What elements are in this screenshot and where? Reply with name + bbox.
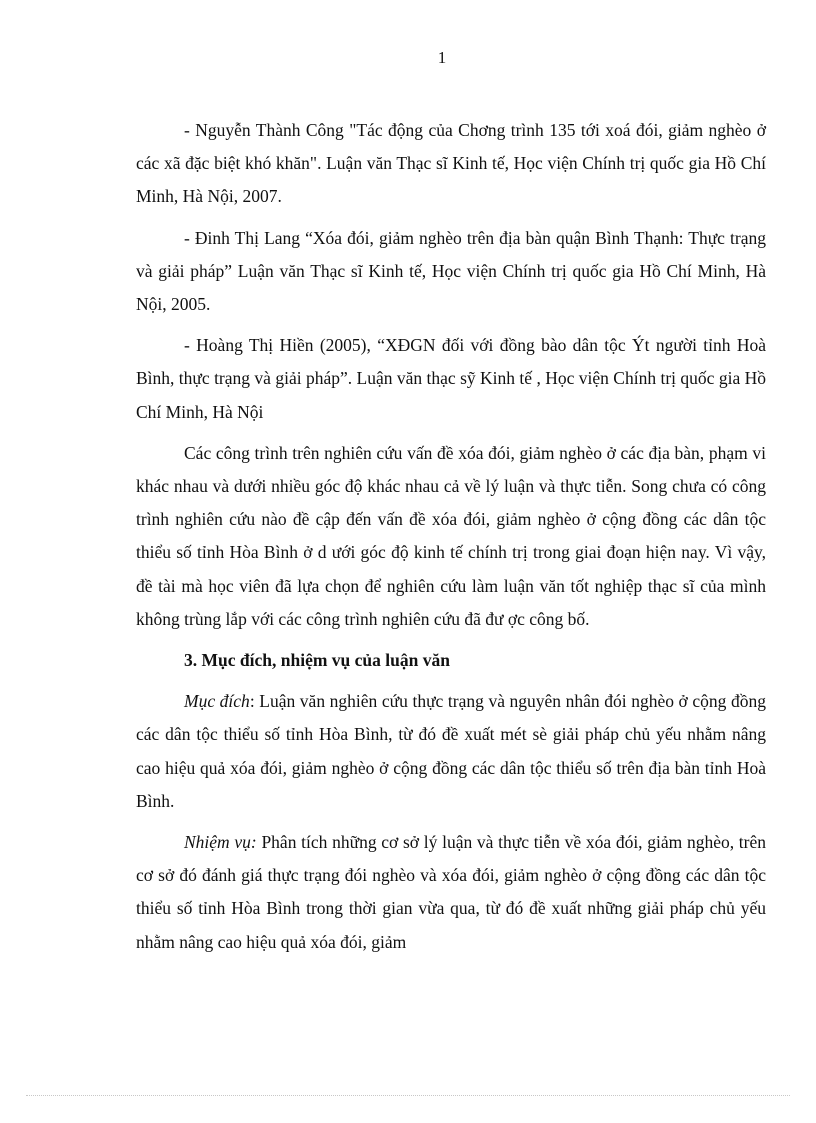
- reference-item: - Nguyễn Thành Công "Tác động của Chơng trình 135 tới xoá đói, giảm nghèo ở các xã đặc biệt khó khăn". Luận văn Thạc sĩ Kinh tế, Học viện Chính trị quốc gia Hồ Chí Minh, Hà Nội, 2007.: [136, 120, 766, 207]
- section-heading: 3. Mục đích, nhiệm vụ của luận văn: [184, 650, 450, 671]
- reference-item: - Hoàng Thị Hiền (2005), “XĐGN đối với đồng bào dân tộc Ýt người tỉnh Hoà Bình, thực trạng và giải pháp”. Luận văn thạc sỹ Kinh tế , Học viện Chính trị quốc gia Hồ Chí Minh, Hà Nội: [136, 335, 766, 422]
- page-number: 1: [437, 48, 447, 67]
- page-bottom-border: [26, 1095, 790, 1096]
- document-body: [136, 114, 766, 967]
- reference-item: - Đinh Thị Lang “Xóa đói, giảm nghèo trên địa bàn quận Bình Thạnh: Thực trạng và giải pháp” Luận văn Thạc sĩ Kinh tế, Học viện Chính trị quốc gia Hồ Chí Minh, Hà Nội, 2005.: [136, 227, 766, 315]
- task-label: Nhiệm vụ:: [184, 832, 257, 853]
- purpose-text: : Luận văn nghiên cứu thực trạng và nguyên nhân đói nghèo ở cộng đồng các dân tộc thiểu số tỉnh Hòa Bình, từ đó đề xuất mét sè giải pháp chủ yếu nhằm nâng cao hiệu quả xóa đói, giảm nghèo ở cộng đồng các dân tộc thiểu số trên địa bàn tỉnh Hoà Bình.: [136, 691, 766, 811]
- purpose-paragraph: [136, 685, 766, 818]
- task-text: Phân tích những cơ sở lý luận và thực tiễn về xóa đói, giảm nghèo, trên cơ sở đó đánh giá thực trạng đói nghèo và xóa đói, giảm nghèo ở cộng đồng các dân tộc thiểu số tỉnh Hòa Bình trong thời gian vừa qua, từ đó đề xuất những giải pháp chủ yếu nhằm nâng cao hiệu quả xóa đói, giảm: [136, 832, 766, 952]
- summary-paragraph: Các công trình trên nghiên cứu vấn đề xóa đói, giảm nghèo ở các địa bàn, phạm vi khác nhau và dưới nhiều góc độ khác nhau cả về lý luận và thực tiễn. Song chưa có công trình nghiên cứu nào đề cập đến vấn đề xóa đói, giảm nghèo ở cộng đồng các dân tộc thiểu số tỉnh Hòa Bình ở d ưới góc độ kinh tế chính trị trong giai đoạn hiện nay. Vì vậy, đề tài mà học viên đã lựa chọn để nghiên cứu làm luận văn tốt nghiệp thạc sĩ của mình không trùng lắp với các công trình nghiên cứu đã đư ợc công bố.: [136, 442, 766, 629]
- purpose-label: Mục đích: [184, 691, 250, 712]
- task-paragraph: [136, 826, 766, 959]
